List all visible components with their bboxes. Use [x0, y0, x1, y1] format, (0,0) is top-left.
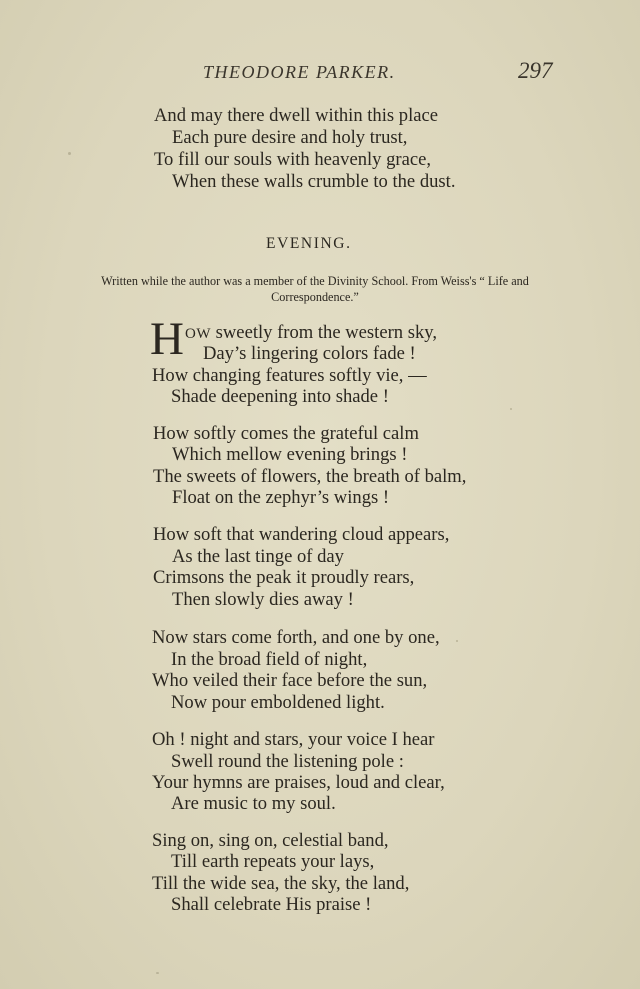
- verse-line: As the last tinge of day: [172, 546, 344, 567]
- verse-line: And may there dwell within this place: [154, 105, 438, 126]
- verse-line: Oh ! night and stars, your voice I hear: [152, 729, 435, 750]
- verse-line: To fill our souls with heavenly grace,: [154, 149, 432, 170]
- verse-line: Now stars come forth, and one by one,: [152, 627, 440, 648]
- poem-note: Written while the author was a member of the Divinity School. From Weiss's “ Life and Correspondence.”: [101, 274, 529, 304]
- running-title: THEODORE PARKER.: [203, 62, 396, 82]
- page-number: 297: [518, 58, 553, 83]
- verse-line: Crimsons the peak it proudly rears,: [153, 567, 415, 588]
- first-line-rest: sweetly from the western sky,: [211, 322, 437, 343]
- first-word-caps: OW: [185, 326, 211, 342]
- paper-speck: [510, 408, 512, 410]
- verse-line: How changing features softly vie, —: [152, 365, 427, 386]
- verse-line: Shall celebrate His praise !: [171, 894, 372, 915]
- verse-line: Then slowly dies away !: [172, 589, 354, 610]
- verse-line: Shade deepening into shade !: [171, 386, 389, 407]
- verse-line: How soft that wandering cloud appears,: [153, 524, 450, 545]
- paper-speck: [156, 972, 159, 974]
- running-head: [0, 58, 640, 88]
- verse-line: Float on the zephyr’s wings !: [172, 487, 390, 508]
- paper-speck: [68, 152, 71, 155]
- verse-line: Till earth repeats your lays,: [171, 851, 375, 872]
- verse-line: Swell round the listening pole :: [171, 751, 404, 772]
- verse-line: Now pour emboldened light.: [171, 692, 385, 713]
- poem-title: EVENING.: [266, 235, 352, 252]
- verse-line: Which mellow evening brings !: [172, 444, 408, 465]
- verse-line: Sing on, sing on, celestial band,: [152, 830, 389, 851]
- verse-line: Your hymns are praises, loud and clear,: [152, 772, 445, 793]
- verse-line: Who veiled their face before the sun,: [152, 670, 428, 691]
- verse-line: Day’s lingering colors fade !: [203, 343, 416, 364]
- verse-line: The sweets of flowers, the breath of balm,: [153, 466, 467, 487]
- verse-line-first: [185, 322, 437, 344]
- verse-line: In the broad field of night,: [171, 649, 368, 670]
- drop-cap: H: [150, 313, 184, 365]
- verse-line: Each pure desire and holy trust,: [172, 127, 408, 148]
- verse-line: Till the wide sea, the sky, the land,: [152, 873, 410, 894]
- verse-line: Are music to my soul.: [171, 793, 336, 814]
- verse-line: When these walls crumble to the dust.: [172, 171, 456, 192]
- verse-line: How softly comes the grateful calm: [153, 423, 419, 444]
- paper-speck: [456, 640, 458, 642]
